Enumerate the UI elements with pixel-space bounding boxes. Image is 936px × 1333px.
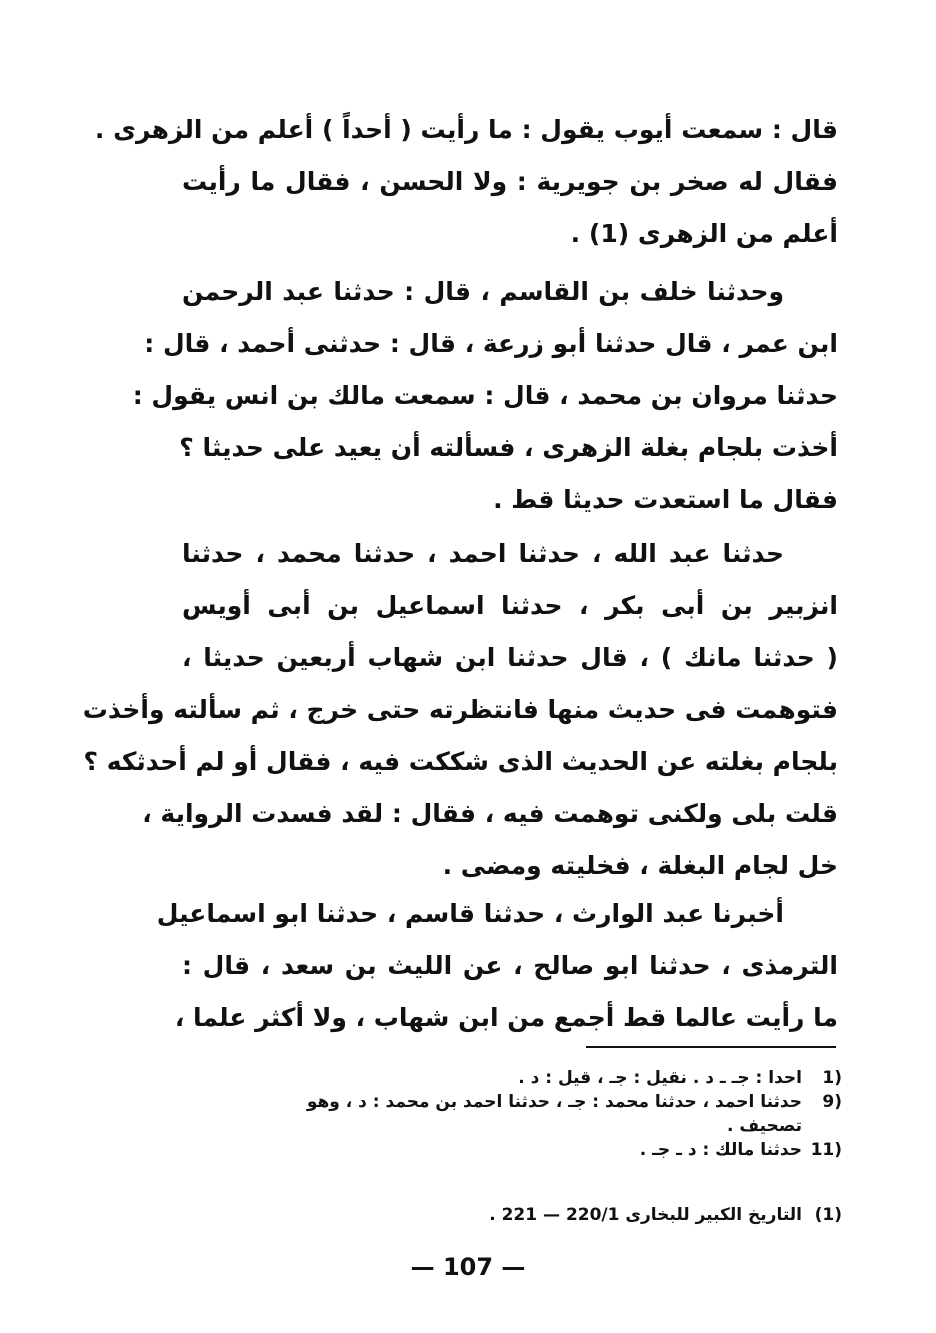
text-line: أخبرنا عبد الوارث ، حدثنا قاسم ، حدثنا ابو اسماعيل — [156, 899, 784, 928]
text-line: ابن عمر ، قال حدثنا أبو زرعة ، قال : حدثنى أحمد ، قال : — [144, 329, 838, 358]
note-number: 11) — [810, 1140, 842, 1160]
text-line: انزبير بن أبى بكر ، حدثنا اسماعيل بن أبى أويس — [182, 591, 838, 620]
text-line: أخذت بلجام بغلة الزهرى ، فسألته أن يعيد على حديثا ؟ — [179, 433, 838, 462]
text-line: قال : سمعت أيوب يقول : ما رأيت ( أحداً ) أعلم من الزهرى . — [94, 115, 838, 144]
text-line: الترمذى ، حدثنا ابو صالح ، عن الليث بن سعد ، قال : — [182, 951, 838, 980]
variant-note — [176, 1066, 842, 1090]
note-text: حدثنا مالك : د ـ جـ . — [639, 1140, 802, 1160]
source-note — [176, 1203, 842, 1227]
note-text: تصحيف . — [727, 1116, 802, 1136]
text-line: أعلم من الزهرى (1) . — [570, 219, 838, 248]
paragraph-2 — [132, 266, 838, 526]
text-line: حدثنا عبد الله ، حدثنا احمد ، حدثنا محمد ، حدثنا — [182, 539, 784, 568]
text-line: فتوهمت فى حديث منها فانتظرته حتى خرج ، ثم سألته وأخذت — [82, 695, 838, 724]
footnote-divider — [586, 1046, 836, 1048]
page-number: — 107 — — [410, 1253, 526, 1281]
note-number: 9) — [822, 1092, 842, 1112]
variant-note — [176, 1090, 842, 1114]
variant-notes — [176, 1066, 842, 1162]
note-number: 1) — [822, 1068, 842, 1088]
text-line: قلت بلى ولكنى توهمت فيه ، فقال : لقد فسدت الرواية ، — [142, 799, 838, 828]
variant-note — [176, 1138, 842, 1162]
note-text: التاريخ الكبير للبخارى 220/1 — 221 . — [489, 1205, 802, 1225]
source-footnote — [176, 1203, 842, 1227]
text-line: بلجام بغلته عن الحديث الذى شككت فيه ، فقال أو لم أحدثكه ؟ — [83, 747, 838, 776]
text-line: وحدثنا خلف بن القاسم ، قال : حدثنا عبد الرحمن — [182, 277, 784, 306]
text-line: فقال ما استعدت حديثا قط . — [493, 485, 838, 514]
note-text: حدثنا احمد ، حدثنا محمد : جـ ، حدثنا احمد بن محمد : د ، وهو — [306, 1092, 802, 1112]
text-line: ( حدثنا مانك ) ، قال حدثنا ابن شهاب أربعين حديثا ، — [182, 643, 838, 672]
paragraph-1 — [94, 104, 838, 260]
note-number: (1) — [814, 1205, 842, 1225]
text-line: حدثنا مروان بن محمد ، قال : سمعت مالك بن انس يقول : — [132, 381, 838, 410]
variant-note-continuation — [176, 1114, 842, 1138]
note-text: احدا : جـ ـ د . نقيل : جـ ، قيل : د . — [518, 1068, 802, 1088]
text-line: ما رأيت عالما قط أجمع من ابن شهاب ، ولا أكثر علما ، — [174, 1003, 838, 1032]
paragraph-3 — [82, 528, 838, 892]
text-line: فقال له صخر بن جويرية : ولا الحسن ، فقال ما رأيت — [182, 167, 838, 196]
text-line: خل لجام البغلة ، فخليته ومضى . — [442, 851, 838, 880]
paragraph-4 — [156, 888, 838, 1044]
